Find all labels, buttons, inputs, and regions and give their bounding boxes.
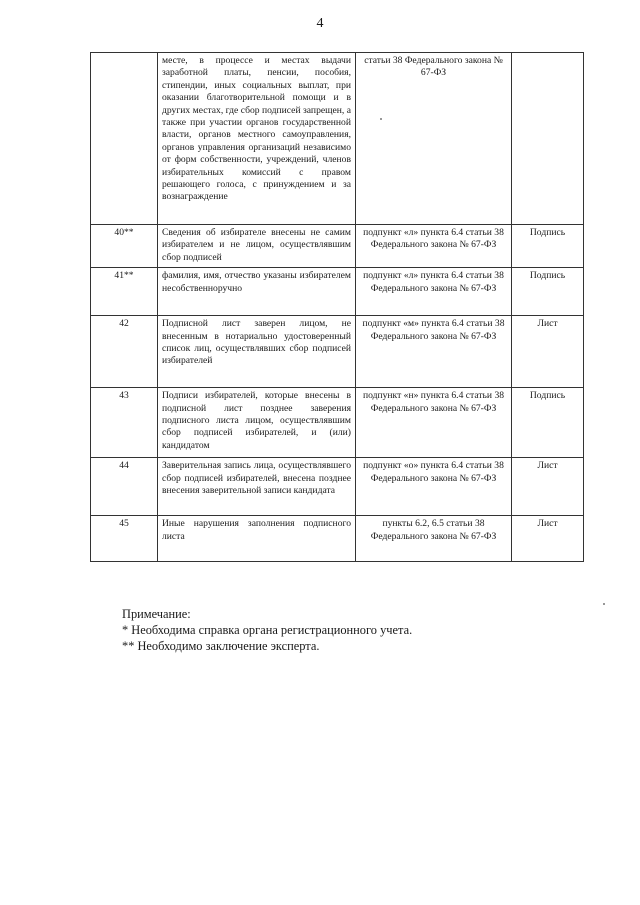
row-number	[91, 53, 158, 225]
violation-description: Подписной лист заверен лицом, не внесенным в нотариально удостоверенный список лиц, осуществлявших сбор подписей избирателей	[158, 316, 356, 388]
row-number: 40**	[91, 225, 158, 268]
violation-description: Подписи избирателей, которые внесены в подписной лист позднее заверения подписного листа лицом, осуществлявшим сбор подписей избирателей, и (или) кандидатом	[158, 388, 356, 458]
row-number: 45	[91, 516, 158, 562]
violations-table	[90, 52, 584, 562]
row-number: 43	[91, 388, 158, 458]
row-number: 41**	[91, 268, 158, 316]
scan-speck	[603, 603, 605, 605]
document-type: Лист	[512, 458, 584, 516]
violation-description: месте, в процессе и местах выдачи заработной платы, пенсии, пособия, стипендии, иных социальных выплат, при оказании благотворительной помощи и в других местах, где сбор подписей запрещен, а также при участии органов государственной власти, органов местного самоуправления, органов управления организаций независимо от форм собственности, учреждений, членов избирательных комиссий с правом решающего голоса, с принуждением и за вознаграждение	[158, 53, 356, 225]
page-number: 4	[316, 16, 324, 31]
document-type: Лист	[512, 516, 584, 562]
table-row	[91, 316, 584, 388]
violation-description: Иные нарушения заполнения подписного листа	[158, 516, 356, 562]
note-item: ** Необходимо заключение эксперта.	[122, 639, 320, 653]
table-row	[91, 516, 584, 562]
table-row	[91, 225, 584, 268]
notes-title: Примечание:	[122, 607, 191, 621]
table-row	[91, 268, 584, 316]
law-reference: подпункт «м» пункта 6.4 статьи 38 Федерального закона № 67-ФЗ	[356, 316, 512, 388]
law-reference: статьи 38 Федерального закона № 67-ФЗ	[356, 53, 512, 225]
violation-description: фамилия, имя, отчество указаны избирателем несобственноручно	[158, 268, 356, 316]
violation-description: Сведения об избирателе внесены не самим избирателем и не лицом, осуществлявшим сбор подписей	[158, 225, 356, 268]
law-reference: подпункт «н» пункта 6.4 статьи 38 Федерального закона № 67-ФЗ	[356, 388, 512, 458]
table-row	[91, 388, 584, 458]
law-reference: пункты 6.2, 6.5 статьи 38 Федерального закона № 67-ФЗ	[356, 516, 512, 562]
document-type: Подпись	[512, 388, 584, 458]
table-row	[91, 458, 584, 516]
law-reference: подпункт «л» пункта 6.4 статьи 38 Федерального закона № 67-ФЗ	[356, 225, 512, 268]
row-number: 44	[91, 458, 158, 516]
document-type: Подпись	[512, 225, 584, 268]
violation-description: Заверительная запись лица, осуществлявшего сбор подписей избирателей, внесена позднее внесения заверительной записи кандидата	[158, 458, 356, 516]
table-row	[91, 53, 584, 225]
note-item: * Необходима справка органа регистрационного учета.	[122, 623, 413, 637]
document-type: Лист	[512, 316, 584, 388]
document-type	[512, 53, 584, 225]
notes-section	[122, 606, 412, 654]
law-reference: подпункт «л» пункта 6.4 статьи 38 Федерального закона № 67-ФЗ	[356, 268, 512, 316]
scan-speck	[380, 118, 382, 120]
document-type: Подпись	[512, 268, 584, 316]
law-reference: подпункт «о» пункта 6.4 статьи 38 Федерального закона № 67-ФЗ	[356, 458, 512, 516]
row-number: 42	[91, 316, 158, 388]
